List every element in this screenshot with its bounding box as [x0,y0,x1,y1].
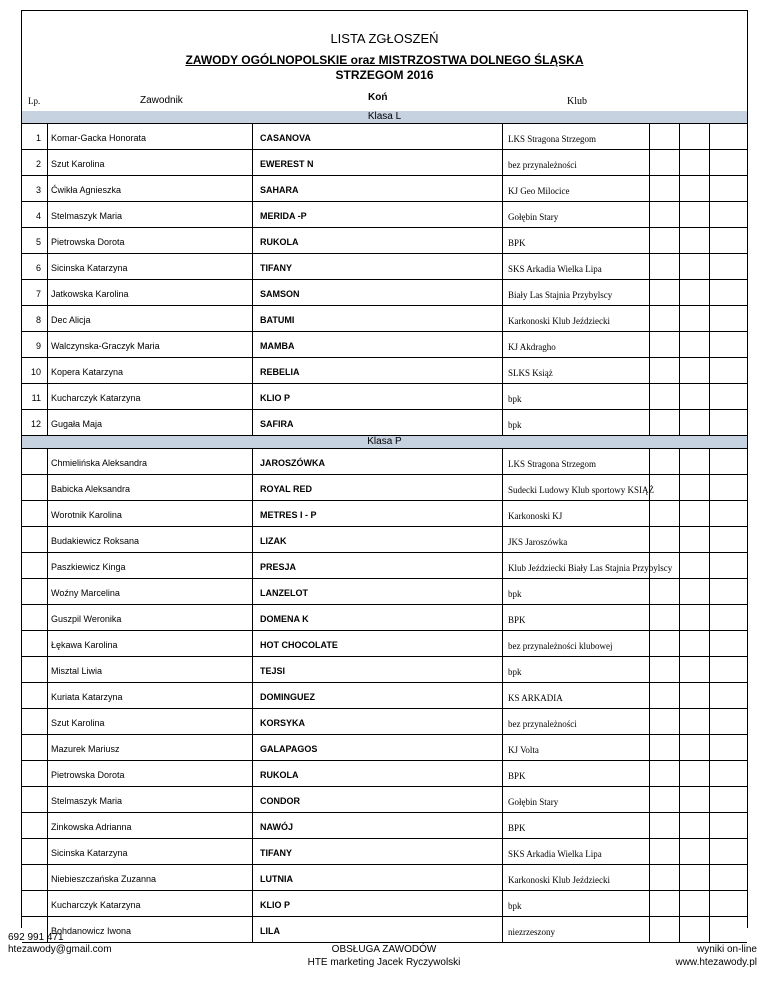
table-row [22,709,747,735]
entry-number [22,891,43,916]
blank-cell-2 [679,761,709,786]
blank-cell-3 [709,332,748,357]
event-place: STRZEGOM 2016 [335,68,434,82]
entry-number [22,787,43,812]
club-name: Karkonoski KJ [502,501,649,526]
entry-number [22,865,43,890]
table-row [22,475,747,501]
blank-cell-1 [649,579,679,604]
footer-results-label: wyniki on-line [696,944,757,955]
club-name: bez przynależności [502,150,649,175]
club-name: bpk [502,657,649,682]
horse-name: CONDOR [252,787,502,812]
rider-name: Paszkiewicz Kinga [47,553,252,578]
table-header [22,91,747,112]
blank-cell-1 [649,202,679,227]
blank-cell-2 [679,475,709,500]
blank-cell-2 [679,332,709,357]
blank-cell-1 [649,891,679,916]
blank-cell-3 [709,280,748,305]
club-name: bpk [502,579,649,604]
footer-phone: 692 991 471 [8,932,64,943]
rider-name: Sicinska Katarzyna [47,254,252,279]
blank-cell-1 [649,475,679,500]
blank-cell-2 [679,917,709,942]
blank-cell-3 [709,254,748,279]
blank-cell-1 [649,657,679,682]
club-name: BPK [502,761,649,786]
horse-name: HOT CHOCOLATE [252,631,502,656]
blank-cell-3 [709,527,748,552]
blank-cell-3 [709,475,748,500]
horse-name: NAWÓJ [252,813,502,838]
blank-cell-3 [709,683,748,708]
entry-number: 11 [31,393,41,403]
entry-number: 6 [35,263,41,273]
rider-name: Łękawa Karolina [47,631,252,656]
entry-number: 12 [30,419,41,429]
blank-cell-2 [679,150,709,175]
blank-cell-3 [709,501,748,526]
entry-number: 5 [35,237,41,247]
blank-cell-1 [649,306,679,331]
blank-cell-3 [709,709,748,734]
horse-name: LILA [252,917,502,942]
horse-name: MERIDA -P [252,202,502,227]
table-row [22,839,747,865]
horse-name: JAROSZÓWKA [252,449,502,474]
blank-cell-3 [709,605,748,630]
horse-name: EWEREST N [252,150,502,175]
rider-name: Bohdanowicz Iwona [47,917,252,942]
column-horse: Koń [368,92,388,103]
blank-cell-2 [679,176,709,201]
blank-cell-2 [679,202,709,227]
blank-cell-1 [649,358,679,383]
blank-cell-1 [649,410,679,435]
horse-name: PRESJA [252,553,502,578]
blank-cell-3 [709,176,748,201]
rider-name: Ćwikła Agnieszka [47,176,252,201]
horse-name: KORSYKA [252,709,502,734]
table-row [22,332,747,358]
blank-cell-3 [709,449,748,474]
rider-name: Stelmaszyk Maria [47,202,252,227]
club-name: SKS Arkadia Wielka Lipa [502,254,649,279]
column-rider: Zawodnik [140,95,183,106]
blank-cell-2 [679,501,709,526]
entry-number [22,605,43,630]
blank-cell-1 [649,605,679,630]
blank-cell-3 [709,813,748,838]
horse-name: KLIO P [252,384,502,409]
rider-name: Sicinska Katarzyna [47,839,252,864]
horse-name: RUKOLA [252,228,502,253]
entry-number [22,631,43,656]
blank-cell-3 [709,761,748,786]
horse-name: SAMSON [252,280,502,305]
class-band: Klasa L [22,111,747,124]
footer-service-title: OBSŁUGA ZAWODÓW [331,944,437,955]
horse-name: DOMINGUEZ [252,683,502,708]
entry-number: 1 [35,133,41,143]
page-title: LISTA ZGŁOSZEŃ [330,31,439,46]
table-row [22,254,747,280]
blank-cell-3 [709,228,748,253]
horse-name: GALAPAGOS [252,735,502,760]
club-name: Biały Las Stajnia Przybylscy [502,280,649,305]
table-row [22,865,747,891]
horse-name: METRES I - P [252,501,502,526]
rider-name: Walczynska-Graczyk Maria [47,332,252,357]
club-name: BPK [502,813,649,838]
club-name: LKS Stragona Strzegom [502,449,649,474]
blank-cell-1 [649,176,679,201]
blank-cell-3 [709,865,748,890]
horse-name: SAHARA [252,176,502,201]
blank-cell-1 [649,228,679,253]
rider-name: Gugała Maja [47,410,252,435]
blank-cell-3 [709,631,748,656]
horse-name: BATUMI [252,306,502,331]
blank-cell-1 [649,813,679,838]
class-band: Klasa P [22,436,747,449]
horse-name: TIFANY [252,254,502,279]
table-row [22,358,747,384]
blank-cell-3 [709,358,748,383]
entry-number: 4 [35,211,41,221]
blank-cell-3 [709,150,748,175]
blank-cell-1 [649,501,679,526]
entry-number: 10 [30,367,41,377]
rider-name: Komar-Gacka Honorata [47,124,252,149]
entry-number [22,501,43,526]
blank-cell-2 [679,254,709,279]
column-lp: Lp. [28,96,41,106]
table-row [22,891,747,917]
rider-name: Kucharczyk Katarzyna [47,891,252,916]
table-row [22,306,747,332]
blank-cell-2 [679,683,709,708]
blank-cell-3 [709,917,748,942]
entry-number [22,761,43,786]
blank-cell-1 [649,683,679,708]
horse-name: MAMBA [252,332,502,357]
club-name: bez przynależności [502,709,649,734]
club-name: KJ Geo Milocice [502,176,649,201]
rider-name: Stelmaszyk Maria [47,787,252,812]
horse-name: TEJSI [252,657,502,682]
rider-name: Guszpil Weronika [47,605,252,630]
rider-name: Niebieszczańska Zuzanna [47,865,252,890]
club-name: SKS Arkadia Wielka Lipa [502,839,649,864]
table-row [22,501,747,527]
blank-cell-1 [649,865,679,890]
table-row [22,917,747,943]
blank-cell-3 [709,553,748,578]
club-name: bpk [502,410,649,435]
blank-cell-1 [649,553,679,578]
blank-cell-1 [649,917,679,942]
horse-name: ROYAL RED [252,475,502,500]
blank-cell-2 [679,527,709,552]
club-name: niezrzeszony [502,917,649,942]
club-name: Sudecki Ludowy Klub sportowy KSIĄŻ [502,475,649,500]
club-name: KJ Volta [502,735,649,760]
blank-cell-2 [679,306,709,331]
club-name: Gołębin Stary [502,787,649,812]
club-name: KJ Akdragho [502,332,649,357]
table-row [22,384,747,410]
blank-cell-1 [649,254,679,279]
blank-cell-2 [679,605,709,630]
blank-cell-1 [649,709,679,734]
rider-name: Jatkowska Karolina [47,280,252,305]
table-row [22,683,747,709]
horse-name: TIFANY [252,839,502,864]
blank-cell-1 [649,839,679,864]
rider-name: Kopera Katarzyna [47,358,252,383]
table-row [22,631,747,657]
club-name: Gołębin Stary [502,202,649,227]
entry-number [22,683,43,708]
rider-name: Dec Alicja [47,306,252,331]
table-row [22,605,747,631]
horse-name: RUKOLA [252,761,502,786]
blank-cell-2 [679,631,709,656]
blank-cell-1 [649,527,679,552]
table-row [22,202,747,228]
horse-name: LANZELOT [252,579,502,604]
table-row [22,280,747,306]
blank-cell-1 [649,631,679,656]
blank-cell-2 [679,865,709,890]
blank-cell-2 [679,839,709,864]
table-row [22,735,747,761]
table-row [22,150,747,176]
table-row [22,176,747,202]
rider-name: Worotnik Karolina [47,501,252,526]
rider-name: Babicka Aleksandra [47,475,252,500]
blank-cell-3 [709,839,748,864]
rider-name: Kuriata Katarzyna [47,683,252,708]
entry-number [22,735,43,760]
club-name: bpk [502,891,649,916]
table-row [22,527,747,553]
club-name: JKS Jaroszówka [502,527,649,552]
blank-cell-2 [679,787,709,812]
entry-number [22,475,43,500]
blank-cell-2 [679,709,709,734]
club-name: Klub Jeździecki Biały Las Stajnia Przybylscy [502,553,649,578]
blank-cell-3 [709,579,748,604]
blank-cell-1 [649,449,679,474]
blank-cell-1 [649,280,679,305]
horse-name: SAFIRA [252,410,502,435]
table-row [22,228,747,254]
blank-cell-2 [679,358,709,383]
table-row [22,761,747,787]
blank-cell-3 [709,410,748,435]
blank-cell-3 [709,384,748,409]
blank-cell-3 [709,124,748,149]
club-name: LKS Stragona Strzegom [502,124,649,149]
rider-name: Zinkowska Adrianna [47,813,252,838]
blank-cell-1 [649,150,679,175]
entry-number [22,839,43,864]
entry-number [22,657,43,682]
blank-cell-2 [679,384,709,409]
club-name: Karkonoski Klub Jeździecki [502,865,649,890]
club-name: bpk [502,384,649,409]
table-row [22,813,747,839]
entry-list-sheet [21,10,748,937]
blank-cell-1 [649,384,679,409]
rider-name: Pietrowska Dorota [47,228,252,253]
blank-cell-2 [679,553,709,578]
blank-cell-2 [679,124,709,149]
entry-number: 3 [35,185,41,195]
blank-cell-2 [679,228,709,253]
horse-name: LUTNIA [252,865,502,890]
rider-name: Woźny Marcelina [47,579,252,604]
blank-cell-2 [679,891,709,916]
blank-cell-1 [649,787,679,812]
entry-number [22,813,43,838]
table-row [22,787,747,813]
blank-cell-3 [709,202,748,227]
rider-name: Budakiewicz Roksana [47,527,252,552]
blank-cell-1 [649,332,679,357]
entry-number: 8 [35,315,41,325]
blank-cell-2 [679,813,709,838]
entry-number: 2 [35,159,41,169]
club-name: bez przynależności klubowej [502,631,649,656]
rider-name: Misztal Liwia [47,657,252,682]
footer-website[interactable]: www.htezawody.pl [675,957,757,968]
rider-name: Chmielińska Aleksandra [47,449,252,474]
blank-cell-2 [679,280,709,305]
blank-cell-2 [679,579,709,604]
blank-cell-3 [709,787,748,812]
rider-name: Mazurek Mariusz [47,735,252,760]
club-name: Karkonoski Klub Jeździecki [502,306,649,331]
blank-cell-3 [709,891,748,916]
entry-number [22,527,43,552]
blank-cell-2 [679,735,709,760]
horse-name: CASANOVA [252,124,502,149]
entry-number [22,709,43,734]
table-row [22,657,747,683]
entry-number [22,449,43,474]
club-name: BPK [502,605,649,630]
table-row [22,410,747,436]
club-name: KS ARKADIA [502,683,649,708]
horse-name: LIZAK [252,527,502,552]
footer-email[interactable]: htezawody@gmail.com [8,944,112,955]
event-title: ZAWODY OGÓLNOPOLSKIE oraz MISTRZOSTWA DOLNEGO ŚLĄSKA [185,53,584,67]
blank-cell-3 [709,306,748,331]
entry-number: 9 [35,341,41,351]
club-name: BPK [502,228,649,253]
club-name: SLKS Książ [502,358,649,383]
horse-name: REBELIA [252,358,502,383]
column-club: Klub [567,96,587,107]
blank-cell-1 [649,761,679,786]
horse-name: DOMENA K [252,605,502,630]
table-row [22,553,747,579]
blank-cell-2 [679,449,709,474]
table-row [22,579,747,605]
rider-name: Kucharczyk Katarzyna [47,384,252,409]
footer-service-company: HTE marketing Jacek Ryczywolski [307,957,461,968]
horse-name: KLIO P [252,891,502,916]
blank-cell-3 [709,735,748,760]
blank-cell-3 [709,657,748,682]
table-row [22,449,747,475]
blank-cell-2 [679,657,709,682]
table-row [22,124,747,150]
rider-name: Szut Karolina [47,150,252,175]
entry-number [22,579,43,604]
entry-number [22,553,43,578]
blank-cell-1 [649,735,679,760]
rider-name: Szut Karolina [47,709,252,734]
rider-name: Pietrowska Dorota [47,761,252,786]
blank-cell-2 [679,410,709,435]
blank-cell-1 [649,124,679,149]
entry-number: 7 [35,289,41,299]
